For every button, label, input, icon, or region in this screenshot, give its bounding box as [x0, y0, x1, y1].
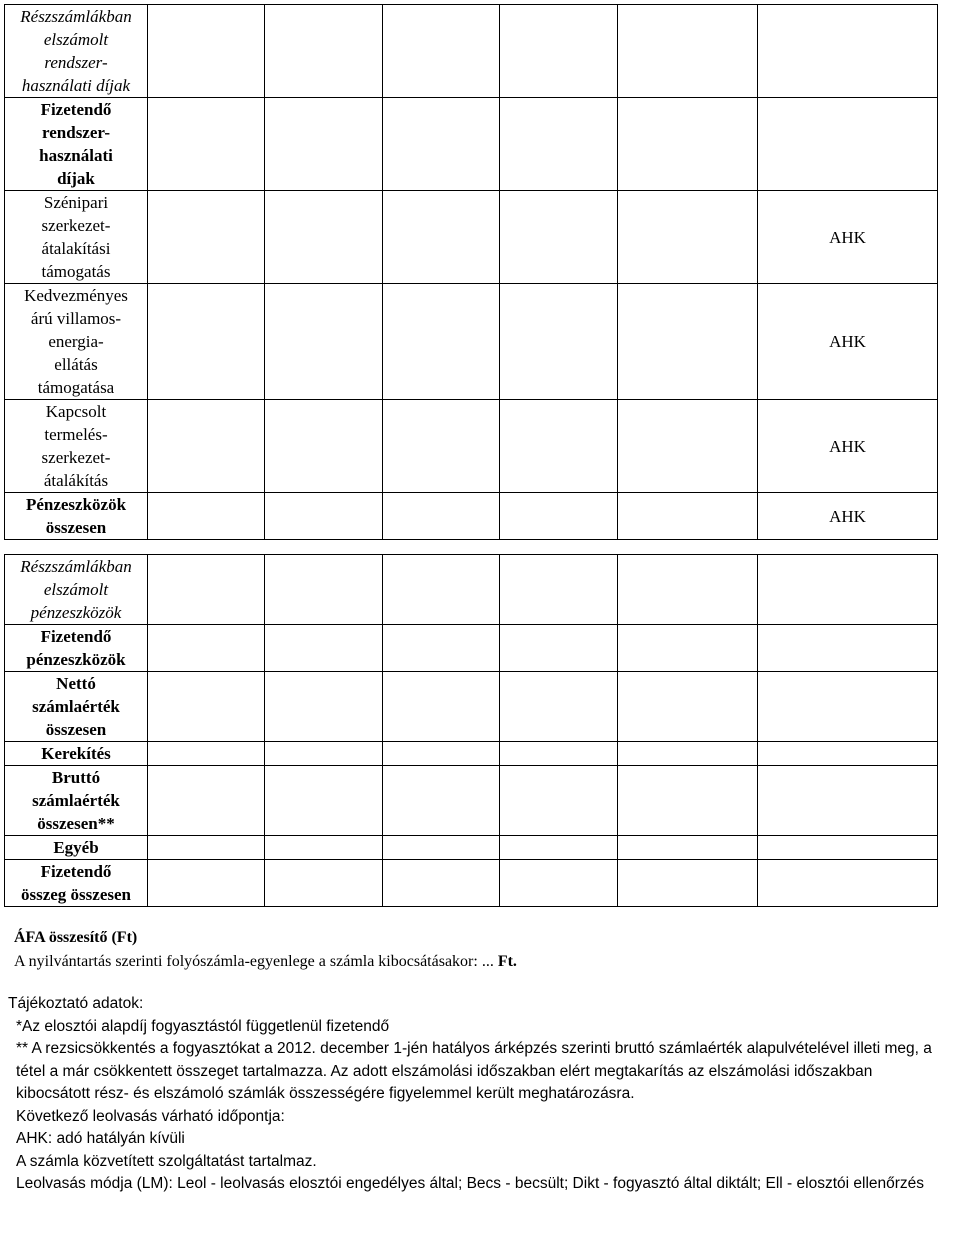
row-label-line: Kedvezményes [24, 286, 128, 305]
value-cell [500, 98, 618, 191]
table-row-kapcsolt [5, 400, 938, 493]
value-cell [148, 555, 265, 625]
value-cell [500, 400, 618, 493]
row-label [5, 766, 148, 836]
value-cell [383, 836, 500, 860]
reading-mode: Leolvasás módja (LM): Leol - leolvasás elosztói engedélyes által; Becs - becsült; Dikt - fogyasztó által diktált; Ell - elosztói ellenőrzés [16, 1175, 925, 1192]
note-rezsicsokkentes: ** A rezsicsökkentés a fogyasztókat a 2012. december 1-jén hatályos árképzés szerinti bruttó számlaérték alapulvételével illeti meg, a tétel a már csökkentett összeget tartalmazza. Az adott elszámolási időszakban elért megtakarítás az elszámolási időszakban kibocsátott rész- és elszámoló számlák összességére figyelemmel került meghatározásra. [16, 1040, 932, 1102]
table-row-reszszamla-rendszer [5, 5, 938, 98]
row-label-line: használati díjak [21, 76, 131, 95]
row-label [5, 625, 148, 672]
row-label [5, 860, 148, 907]
value-cell [148, 766, 265, 836]
table-row-reszszamla-penzeszkozok [5, 555, 938, 625]
value-cell [148, 98, 265, 191]
row-label-line: Bruttó [51, 768, 101, 787]
value-cell [265, 860, 383, 907]
value-cell [500, 860, 618, 907]
value-cell [500, 493, 618, 540]
value-cell [148, 836, 265, 860]
value-cell [758, 625, 938, 672]
value-cell [618, 5, 758, 98]
value-cell [265, 766, 383, 836]
row-label-line: összesen** [37, 814, 115, 833]
value-cell [618, 742, 758, 766]
value-cell [265, 625, 383, 672]
value-cell [618, 860, 758, 907]
row-label-line: számlaérték [32, 697, 120, 716]
value-cell [265, 5, 383, 98]
row-label-line: ellátás [54, 355, 98, 374]
account-balance-line [14, 953, 517, 971]
info-section [8, 993, 938, 1196]
value-cell [383, 98, 500, 191]
value-cell [618, 191, 758, 284]
row-label-line: Nettó [56, 674, 96, 693]
row-label-line: számlaérték [32, 791, 120, 810]
row-label-line: Részszámlákban [20, 7, 132, 26]
value-cell [500, 742, 618, 766]
row-label-line: pénzeszközök [26, 650, 126, 669]
value-cell [500, 672, 618, 742]
value-cell [383, 742, 500, 766]
row-label-line: összesen [45, 720, 107, 739]
value-cell [148, 742, 265, 766]
ahk-cell [758, 5, 938, 98]
row-label-line: rendszer- [42, 123, 110, 142]
row-label-line: Kapcsolt [45, 402, 107, 421]
row-label-line: Kerekítés [41, 744, 111, 763]
value-cell [758, 672, 938, 742]
ahk-cell [758, 98, 938, 191]
row-label [5, 672, 148, 742]
row-label [5, 5, 148, 98]
row-label-line: elszámolt [43, 30, 109, 49]
row-label-line: Fizetendő [40, 627, 112, 646]
value-cell [383, 191, 500, 284]
row-label-line: használati [39, 146, 113, 165]
row-label-line: szerkezet- [41, 448, 111, 467]
value-cell [618, 400, 758, 493]
row-label-line: termelés- [44, 425, 108, 444]
row-label-line: díjak [57, 169, 95, 188]
row-label-line: elszámolt [43, 580, 109, 599]
row-label-line: átalákítás [43, 471, 109, 490]
value-cell [265, 493, 383, 540]
value-cell [383, 5, 500, 98]
table-row-kedvezmenyes [5, 284, 938, 400]
row-label [5, 284, 148, 400]
table-row-fizetendo-rendszer [5, 98, 938, 191]
value-cell [500, 766, 618, 836]
value-cell [265, 555, 383, 625]
table-row-fizetendo-osszeg [5, 860, 938, 907]
account-balance-text: A nyilvántartás szerinti folyószámla-egyenlege a számla kibocsátásakor: ... [14, 953, 494, 970]
mediated-service: A számla közvetített szolgáltatást tartalmaz. [16, 1152, 317, 1170]
row-label-line: támogatása [37, 378, 115, 397]
value-cell [265, 836, 383, 860]
table-row-egyeb [5, 836, 938, 860]
row-label-line: szerkezet- [41, 216, 111, 235]
ahk-cell: AHK [758, 191, 938, 284]
value-cell [148, 191, 265, 284]
row-label [5, 493, 148, 540]
value-cell [383, 625, 500, 672]
value-cell [383, 766, 500, 836]
value-cell [618, 284, 758, 400]
row-label [5, 191, 148, 284]
value-cell [618, 625, 758, 672]
value-cell [758, 860, 938, 907]
value-cell [500, 836, 618, 860]
table-spacer [5, 540, 938, 555]
value-cell [618, 672, 758, 742]
value-cell [500, 284, 618, 400]
note-base-fee: *Az elosztói alapdíj fogyasztástól függetlenül fizetendő [16, 1017, 390, 1035]
value-cell [265, 98, 383, 191]
value-cell [265, 191, 383, 284]
value-cell [383, 400, 500, 493]
value-cell [758, 836, 938, 860]
value-cell [148, 400, 265, 493]
row-label [5, 742, 148, 766]
value-cell [500, 191, 618, 284]
table-row-netto [5, 672, 938, 742]
value-cell [148, 672, 265, 742]
value-cell [148, 860, 265, 907]
summary-table [4, 4, 938, 907]
value-cell [618, 493, 758, 540]
row-label-line: Szénipari [43, 193, 109, 212]
value-cell [383, 555, 500, 625]
afa-summary-title: ÁFA összesítő (Ft) [14, 929, 138, 946]
value-cell [758, 555, 938, 625]
ahk-definition: AHK: adó hatályán kívüli [16, 1130, 185, 1147]
value-cell [383, 672, 500, 742]
row-label-line: átalakítási [41, 239, 111, 258]
row-label-line: energia- [48, 332, 104, 351]
ahk-cell: AHK [758, 400, 938, 493]
row-label-line: rendszer- [44, 53, 108, 72]
value-cell [383, 493, 500, 540]
value-cell [500, 555, 618, 625]
value-cell [618, 836, 758, 860]
account-balance-unit: Ft. [493, 953, 517, 970]
row-label-line: összesen [45, 518, 107, 537]
table-row-kerekites [5, 742, 938, 766]
value-cell [758, 742, 938, 766]
value-cell [265, 284, 383, 400]
value-cell [618, 766, 758, 836]
value-cell [265, 742, 383, 766]
row-label [5, 836, 148, 860]
value-cell [148, 625, 265, 672]
value-cell [618, 555, 758, 625]
value-cell [383, 284, 500, 400]
row-label-line: Egyéb [53, 838, 99, 857]
row-label [5, 98, 148, 191]
value-cell [148, 5, 265, 98]
row-label-line: Fizetendő [40, 100, 112, 119]
row-label-line: összeg összesen [20, 885, 131, 904]
ahk-cell: AHK [758, 493, 938, 540]
value-cell [383, 860, 500, 907]
value-cell [618, 98, 758, 191]
table-row-brutto [5, 766, 938, 836]
row-label [5, 400, 148, 493]
ahk-cell: AHK [758, 284, 938, 400]
table-row-fizetendo-penzeszkozok [5, 625, 938, 672]
value-cell [148, 284, 265, 400]
row-label-line: pénzeszközök [30, 603, 122, 622]
info-title: Tájékoztató adatok: [8, 995, 144, 1012]
table-row-penzeszkozok-osszesen [5, 493, 938, 540]
value-cell [500, 5, 618, 98]
value-cell [758, 766, 938, 836]
row-label-line: támogatás [41, 262, 111, 281]
value-cell [265, 672, 383, 742]
row-label-line: Fizetendő [40, 862, 112, 881]
value-cell [148, 493, 265, 540]
next-reading: Következő leolvasás várható időpontja: [16, 1107, 285, 1125]
row-label-line: árú villamos- [30, 309, 122, 328]
row-label-line: Pénzeszközök [25, 495, 127, 514]
row-label-line: Részszámlákban [20, 557, 132, 576]
row-label [5, 555, 148, 625]
value-cell [265, 400, 383, 493]
value-cell [500, 625, 618, 672]
table-row-szenipari [5, 191, 938, 284]
